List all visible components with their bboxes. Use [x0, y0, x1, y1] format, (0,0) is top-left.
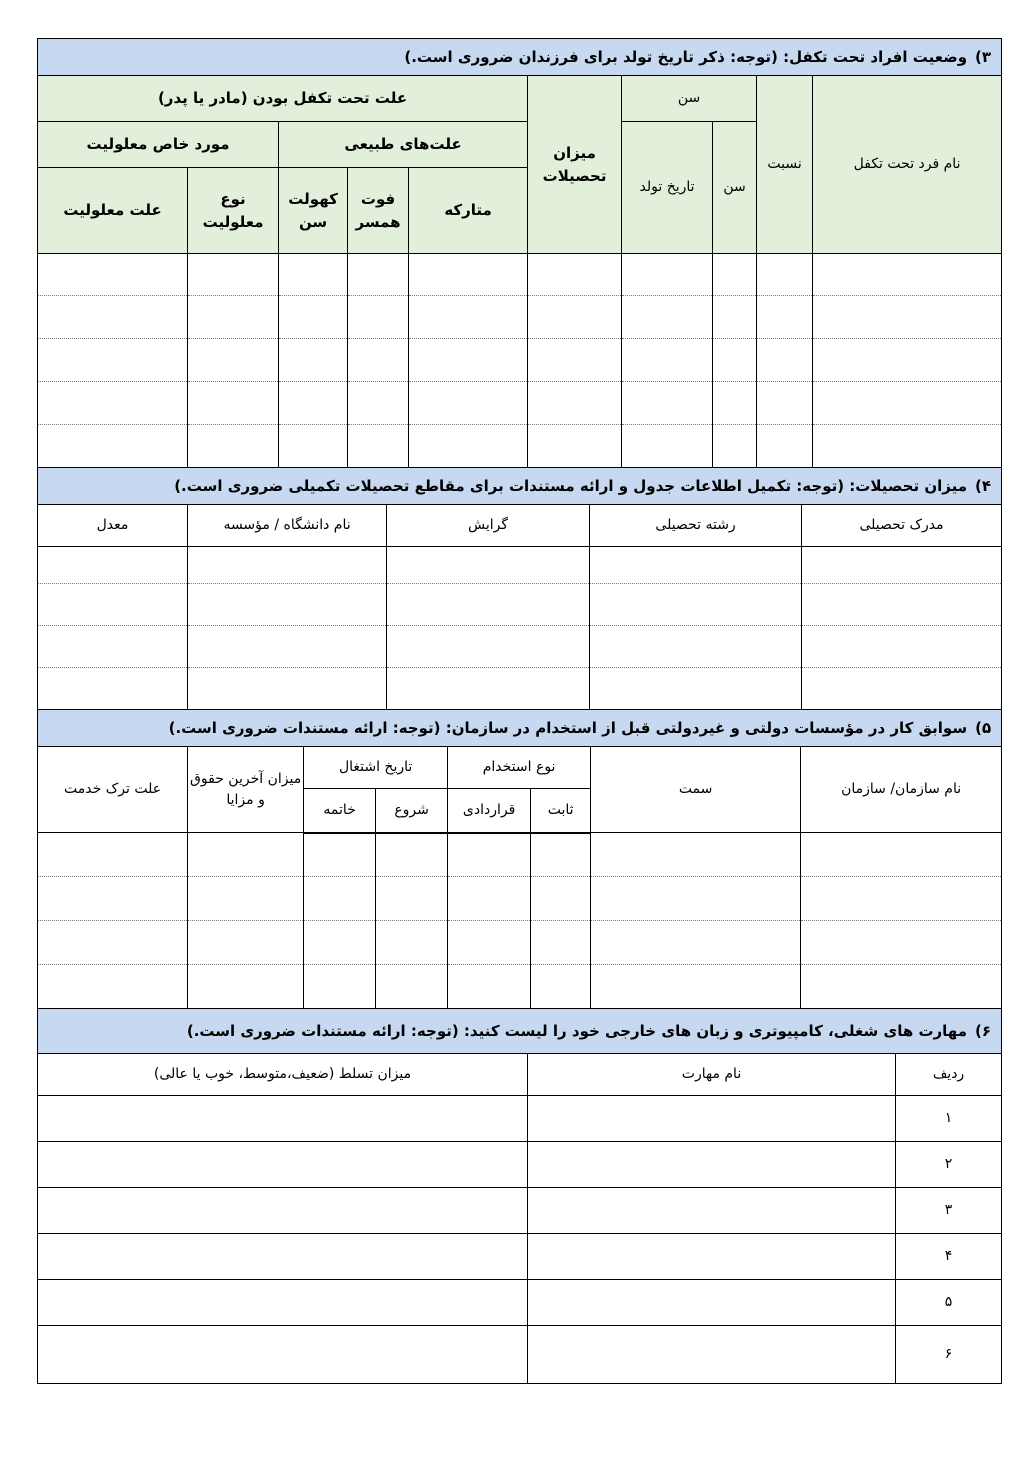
col-field: رشته تحصیلی	[590, 505, 802, 547]
col-disability-cause: علت معلولیت	[38, 168, 188, 254]
table-row	[38, 382, 1002, 425]
col-separation: متارکه	[409, 168, 528, 254]
row-number: ۳	[896, 1188, 1002, 1234]
col-spouse-death: فوت همسر	[348, 168, 409, 254]
col-age: سن	[713, 122, 757, 254]
section3-number: ۳)	[975, 47, 992, 66]
education-table	[37, 468, 1002, 710]
section4-number: ۴)	[975, 476, 992, 495]
col-dependent-name: نام فرد تحت تکفل	[813, 76, 1002, 254]
row-number: ۲	[896, 1142, 1002, 1188]
section3-title: وضعیت افراد تحت تکفل: (توجه: ذکر تاریخ تولد برای فرزندان ضروری است.)	[404, 47, 968, 66]
table-row	[38, 833, 1002, 877]
col-org: نام سازمان/ سازمان	[801, 747, 1002, 833]
col-gpa: معدل	[38, 505, 188, 547]
col-start: شروع	[376, 789, 448, 833]
table-row	[38, 965, 1002, 1009]
table-row	[38, 1188, 1002, 1234]
section6-number: ۶)	[975, 1021, 992, 1040]
section4-header	[38, 468, 1002, 505]
col-proficiency: میزان تسلط (ضعیف،متوسط، خوب یا عالی)	[38, 1054, 528, 1096]
section4-title: میزان تحصیلات: (توجه: تکمیل اطلاعات جدول و ارائه مستندات برای مقاطع تحصیلات تکمیلی ضروری است.)	[174, 476, 968, 495]
col-education: میزان تحصیلات	[528, 76, 622, 254]
col-relation: نسبت	[757, 76, 813, 254]
skills-table	[37, 1009, 1002, 1384]
col-old-age: کهولت سن	[279, 168, 348, 254]
col-university: نام دانشگاه / مؤسسه	[188, 505, 387, 547]
section5-header	[38, 710, 1002, 747]
table-row	[38, 877, 1002, 921]
col-end: خاتمه	[304, 789, 376, 833]
table-row	[38, 425, 1002, 468]
col-birthdate: تاریخ تولد	[622, 122, 713, 254]
section5-number: ۵)	[975, 718, 992, 737]
row-number: ۱	[896, 1096, 1002, 1142]
table-row	[38, 1142, 1002, 1188]
col-disability-group: مورد خاص معلولیت	[38, 122, 279, 168]
col-contract: قراردادی	[448, 789, 531, 833]
col-permanent: ثابت	[531, 789, 591, 833]
table-row	[38, 668, 1002, 710]
work-history-table	[37, 710, 1002, 1009]
row-number: ۵	[896, 1280, 1002, 1326]
table-row	[38, 296, 1002, 339]
section3-header	[38, 39, 1002, 76]
table-row	[38, 584, 1002, 626]
col-employment-type: نوع استخدام	[448, 747, 591, 789]
col-skill-name: نام مهارت	[528, 1054, 896, 1096]
table-row	[38, 1326, 1002, 1384]
col-position: سمت	[591, 747, 801, 833]
table-row	[38, 1280, 1002, 1326]
col-branch: گرایش	[387, 505, 590, 547]
col-reason-group: علت تحت تکفل بودن (مادر یا پدر)	[38, 76, 528, 122]
table-row	[38, 339, 1002, 382]
table-row	[38, 626, 1002, 668]
col-disability-type: نوع معلولیت	[188, 168, 279, 254]
table-row	[38, 254, 1002, 296]
row-number: ۶	[896, 1326, 1002, 1384]
table-row	[38, 1234, 1002, 1280]
dependents-table	[37, 38, 1002, 468]
row-number: ۴	[896, 1234, 1002, 1280]
form-page	[37, 38, 1001, 1384]
col-degree: مدرک تحصیلی	[802, 505, 1002, 547]
section6-title: مهارت های شغلی، کامپیوتری و زبان های خارجی خود را لیست کنید: (توجه: ارائه مستندات ضروری است.)	[186, 1021, 967, 1040]
col-age-group: سن	[622, 76, 757, 122]
col-leave-reason: علت ترک خدمت	[38, 747, 188, 833]
col-natural-group: علت‌های طبیعی	[279, 122, 528, 168]
col-row-number: ردیف	[896, 1054, 1002, 1096]
table-row	[38, 921, 1002, 965]
col-work-date: تاریخ اشتغال	[304, 747, 448, 789]
table-row	[38, 547, 1002, 584]
table-row	[38, 1096, 1002, 1142]
col-last-salary: میزان آخرین حقوق و مزایا	[188, 747, 304, 833]
section5-title: سوابق کار در مؤسسات دولتی و غیردولتی قبل از استخدام در سازمان: (توجه: ارائه مستندات ضروری است.)	[168, 718, 968, 737]
section6-header	[38, 1009, 1002, 1054]
